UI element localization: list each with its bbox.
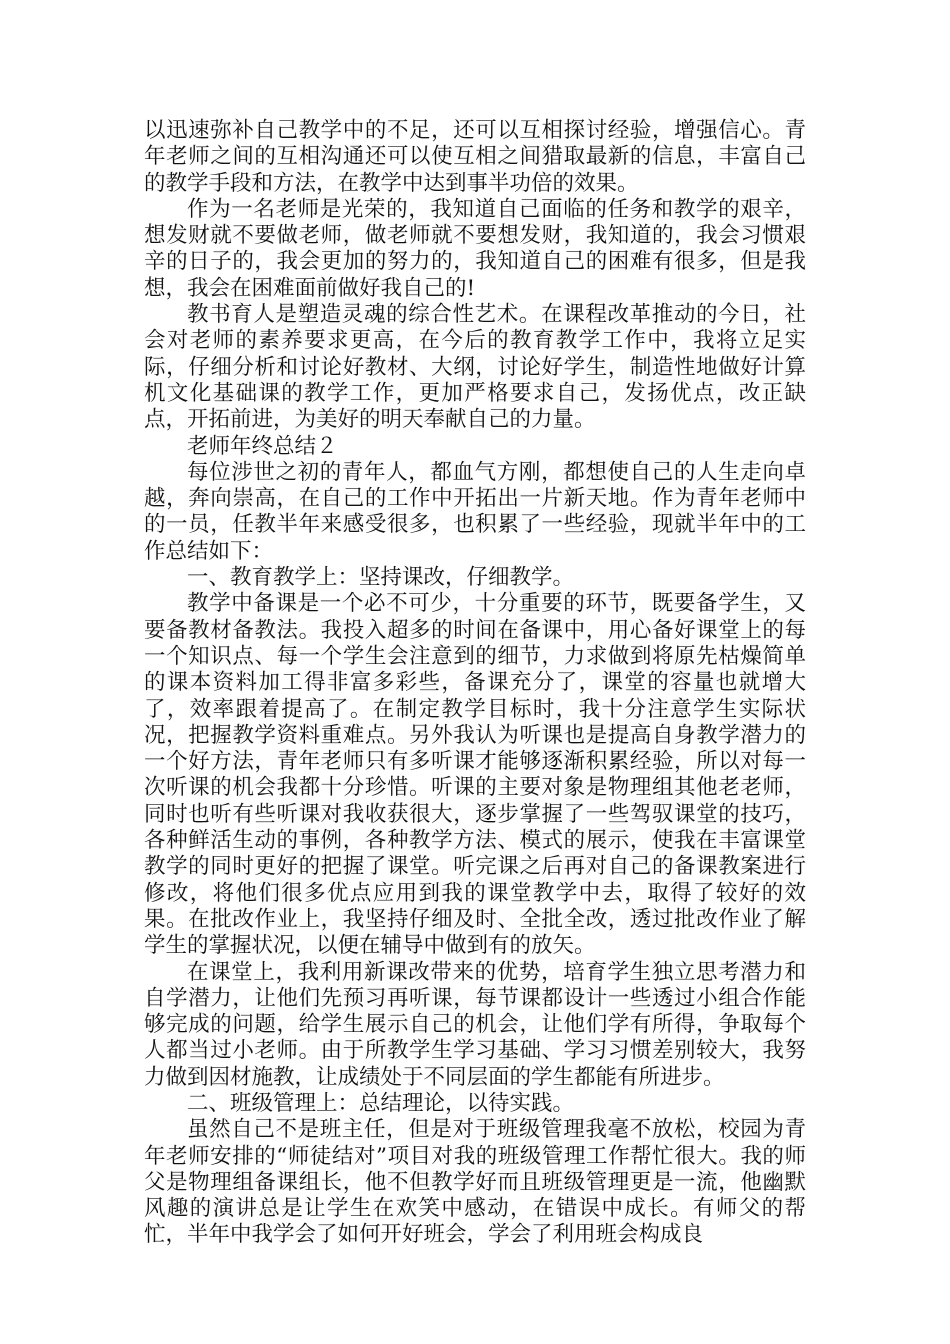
section-heading-class-management: 二、班级管理上：总结理论，以待实践。 [187, 1090, 575, 1116]
paragraph-4: 每位涉世之初的青年人，都血气方刚，都想使自己的人生走向卓越，奔向崇高，在自己的工作中开拓出一片新天地。作为青年老师中的一员，任教半年来感受很多，也积累了一些经验，现就半年中的工作总结如下： [144, 459, 806, 564]
paragraph-5: 教学中备课是一个必不可少，十分重要的环节，既要备学生，又要备教材备教法。我投入超多的时间在备课中，用心备好课堂上的每一个知识点、每一个学生会注意到的细节，力求做到将原先枯燥简单的课本资料加工得非富多彩些，备课充分了，课堂的容量也就增大了，效率跟着提高了。在制定教学目标时，我十分注意学生实际状况，把握教学资料重难点。另外我认为听课也是提高自身教学潜力的一个好方法，青年老师只有多听课才能够逐渐积累经验，所以对每一次听课的机会我都十分珍惜。听课的主要对象是物理组其他老老师，同时也听有些听课对我收获很大，逐步掌握了一些驾驭课堂的技巧，各种鲜活生动的事例，各种教学方法、模式的展示，使我在丰富课堂教学的同时更好的把握了课堂。听完课之后再对自己的备课教案进行修改，将他们很多优点应用到我的课堂教学中去，取得了较好的效果。在批改作业上，我坚持仔细及时、全批全改，透过批改作业了解学生的掌握状况，以便在辅导中做到有的放矢。 [144, 591, 806, 959]
section-heading-teaching: 一、教育教学上：坚持课改，仔细教学。 [187, 565, 575, 591]
paragraph-3: 教书育人是塑造灵魂的综合性艺术。在课程改革推动的今日，社会对老师的素养要求更高，在今后的教育教学工作中，我将立足实际，仔细分析和讨论好教材、大纲，讨论好学生，制造性地做好计算机文化基础课的教学工作，更加严格要求自己，发扬优点，改正缺点，开拓前进，为美好的明天奉献自己的力量。 [144, 302, 806, 433]
section-title-summary-2: 老师年终总结２ [187, 433, 338, 459]
paragraph-1: 以迅速弥补自己教学中的不足，还可以互相探讨经验，增强信心。青年老师之间的互相沟通还可以使互相之间猎取最新的信息，丰富自己的教学手段和方法，在教学中达到事半功倍的效果。 [144, 118, 806, 196]
document-page [144, 118, 806, 1249]
paragraph-2: 作为一名老师是光荣的，我知道自己面临的任务和教学的艰辛，想发财就不要做老师，做老师就不要想发财，我知道的，我会习惯艰辛的日子的，我会更加的努力的，我知道自己的困难有很多，但是我想，我会在困难面前做好我自己的! [144, 196, 806, 301]
paragraph-6: 在课堂上，我利用新课改带来的优势，培育学生独立思考潜力和自学潜力，让他们先预习再听课，每节课都设计一些透过小组合作能够完成的问题，给学生展示自己的机会，让他们学有所得，争取每个人都当过小老师。由于所教学生学习基础、学习习惯差别较大，我努力做到因材施教，让成绩处于不同层面的学生都能有所进步。 [144, 959, 806, 1090]
paragraph-7: 虽然自己不是班主任，但是对于班级管理我毫不放松，校园为青年老师安排的“师徒结对”项目对我的班级管理工作帮忙很大。我的师父是物理组备课组长，他不但教学好而且班级管理更是一流，他幽默风趣的演讲总是让学生在欢笑中感动，在错误中成长。有师父的帮忙，半年中我学会了如何开好班会，学会了利用班会构成良 [144, 1117, 806, 1248]
